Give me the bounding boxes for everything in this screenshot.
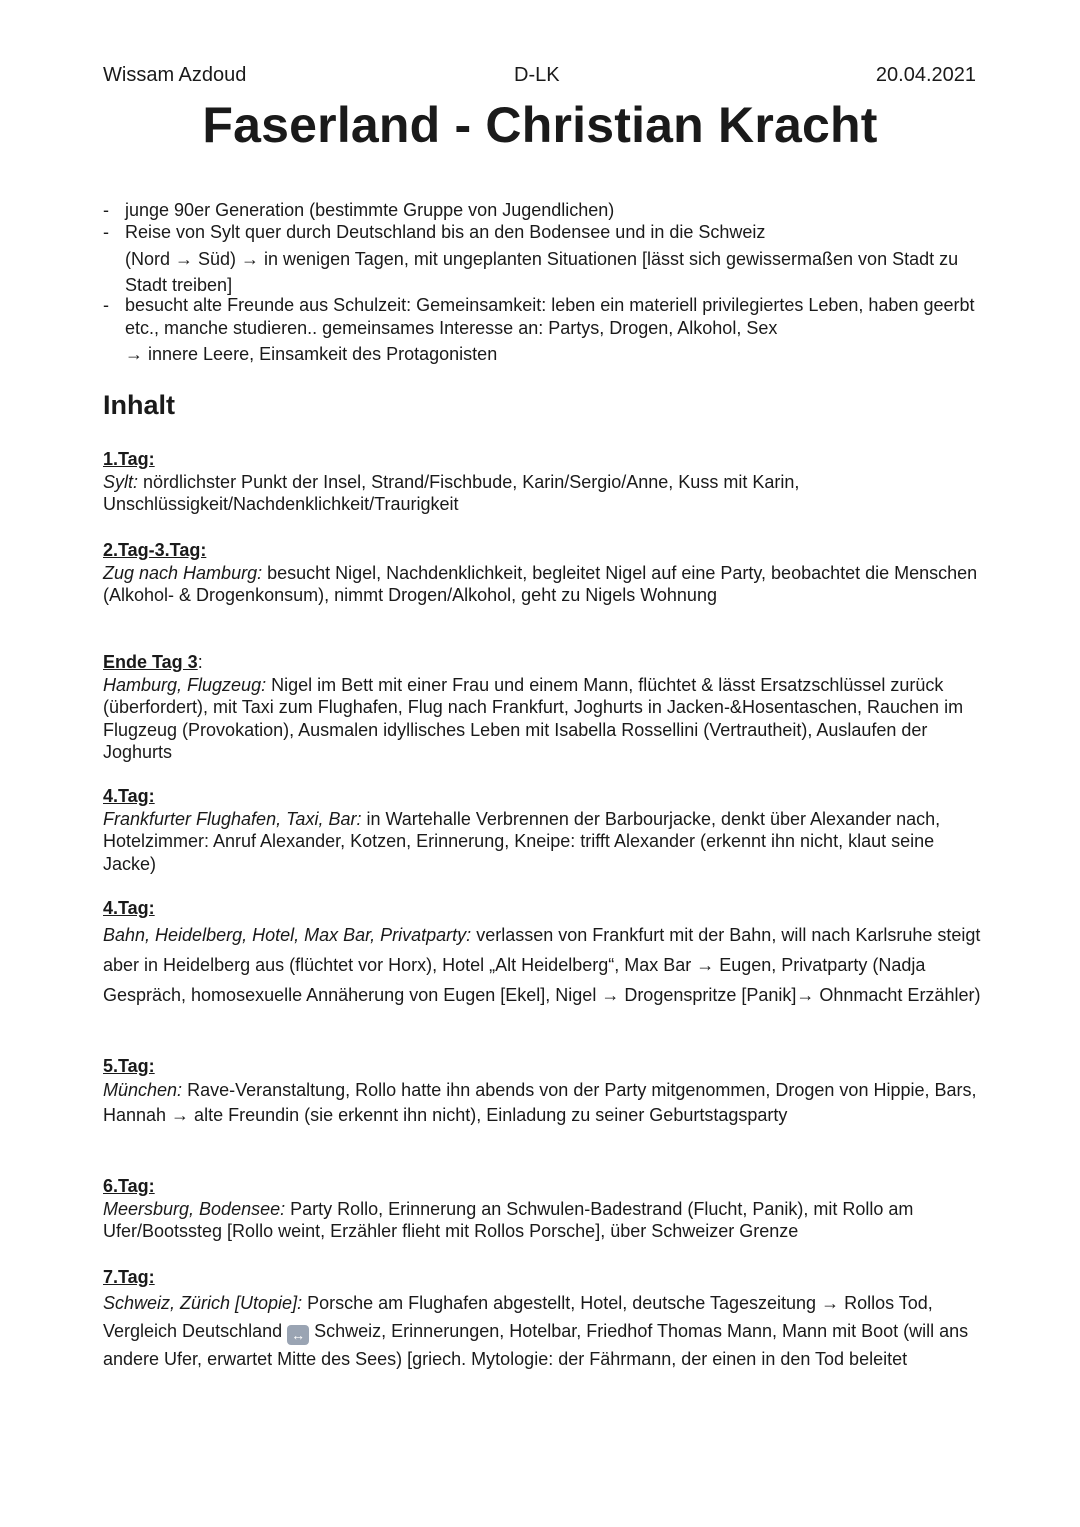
day-entry [103,1266,983,1373]
day-entry [103,1175,983,1243]
day-place: Meersburg, Bodensee: [103,1198,286,1219]
day-text: Rave-Veranstaltung, Rollo hatte ihn abends von der Party mitgenommen, Drogen von Hippie, Bars, Hannah → alte Freundin (sie erkennt ihn nicht), Einladung zu seiner Geburtstagsparty [103,1079,977,1125]
day-place: Frankfurter Flughafen, Taxi, Bar: [103,808,362,829]
day-text: Porsche am Flughafen abgestellt, Hotel, deutsche Tageszeitung → Rollos Tod, Vergleich Deutschland [103,1292,933,1341]
day-text: Party Rollo, Erinnerung an Schwulen-Badestrand (Flucht, Panik), mit Rollo am Ufer/Bootssteg [Rollo weint, Erzähler flieht mit Rollos Porsche], über Schweizer Grenze [103,1198,914,1241]
day-place: Sylt: [103,471,139,492]
day-heading: 2.Tag-3.Tag: [103,540,207,560]
section-heading: Inhalt [103,390,175,420]
day-place: Zug nach Hamburg: [103,562,263,583]
bullet-text: (Nord → Süd) → in wenigen Tagen, mit ungeplanten Situationen [lässt sich gewissermaßen von Stadt zu Stadt treiben] [125,249,959,295]
document-title: Faserland - Christian Kracht [202,97,878,153]
day-place: München: [103,1079,183,1100]
bullet-item [103,199,983,222]
bullet-dash: - [103,295,109,315]
bullet-continuation [103,343,983,366]
bullet-dash: - [103,222,109,242]
day-text: Nigel im Bett mit einer Frau und einem Mann, flüchtet & lässt Ersatzschlüssel zurück (überfordert), mit Taxi zum Flughafen, Flug nach Frankfurt, Joghurts in Jacken-&Hosentaschen, Rauchen im Flugzeug (Provokation), Ausmalen idyllisches Leben mit Isabella Rossellini (Vertrautheit), Auslaufen der Joghurts [103,674,964,762]
bullet-dash: - [103,200,109,220]
day-heading: 4.Tag: [103,898,155,918]
day-place: Bahn, Heidelberg, Hotel, Max Bar, Privatparty: [103,924,472,945]
day-heading: 4.Tag: [103,786,155,806]
day-entry [103,539,983,607]
bullet-continuation [103,247,983,298]
bullet-text: junge 90er Generation (bestimmte Gruppe von Jugendlichen) [125,200,615,220]
day-text-continued: Schweiz, Erinnerungen, Hotelbar, Friedhof Thomas Mann, Mann mit Boot (will ans andere Ufer, erwartet Mitte des Sees) [griech. Mytologie: der Fährmann, der einen in den Tod beleitet [103,1320,969,1369]
day-heading: 7.Tag: [103,1267,155,1287]
day-place: Schweiz, Zürich [Utopie]: [103,1292,303,1313]
day-place: Hamburg, Flugzeug: [103,674,267,695]
left-right-arrow-icon: ↔ [287,1325,309,1345]
day-entry [103,897,983,1010]
document-date: 20.04.2021 [875,64,976,86]
day-text: nördlichster Punkt der Insel, Strand/Fischbude, Karin/Sergio/Anne, Kuss mit Karin, Unschlüssigkeit/Nachdenklichkeit/Traurigkeit [103,471,800,514]
day-heading: 1.Tag: [103,449,155,469]
day-text: in Wartehalle Verbrennen der Barbourjacke, denkt über Alexander nach, Hotelzimmer: Anruf Alexander, Kotzen, Erinnerung, Kneipe: trifft Alexander (erkennt ihn nicht, klaut seine Jacke) [103,808,941,874]
day-heading: Ende Tag 3 [103,652,198,672]
course-label: D-LK [514,64,560,86]
day-heading: 5.Tag: [103,1056,155,1076]
day-entry [103,785,983,875]
bullet-item [103,294,983,339]
bullet-text: Reise von Sylt quer durch Deutschland bis an den Bodensee und in die Schweiz [125,222,766,242]
author-name: Wissam Azdoud [103,64,247,86]
day-text: verlassen von Frankfurt mit der Bahn, will nach Karlsruhe steigt aber in Heidelberg aus (flüchtet vor Horx), Hotel „Alt Heidelberg“, Max Bar → Eugen, Privatparty (Nadja Gespräch, homosexuelle Annäherung von Eugen [Ekel], Nigel → Drogenspritze [Panik]→ Ohnmacht Erzähler) [103,924,981,1005]
day-heading-suffix: : [197,652,203,672]
day-entry [103,1055,983,1129]
day-text: besucht Nigel, Nachdenklichkeit, begleitet Nigel auf eine Party, beobachtet die Menschen (Alkohol- & Drogenkonsum), nimmt Drogen/Alkohol, geht zu Nigels Wohnung [103,562,978,605]
day-entry [103,651,983,764]
bullet-item [103,221,983,244]
bullet-text: besucht alte Freunde aus Schulzeit: Gemeinsamkeit: leben ein materiell privilegiertes Leben, haben geerbt etc., manche studieren.. gemeinsames Interesse an: Partys, Drogen, Alkohol, Sex [125,295,975,338]
day-heading: 6.Tag: [103,1176,155,1196]
day-entry [103,448,983,516]
bullet-text: → innere Leere, Einsamkeit des Protagonisten [125,344,498,364]
